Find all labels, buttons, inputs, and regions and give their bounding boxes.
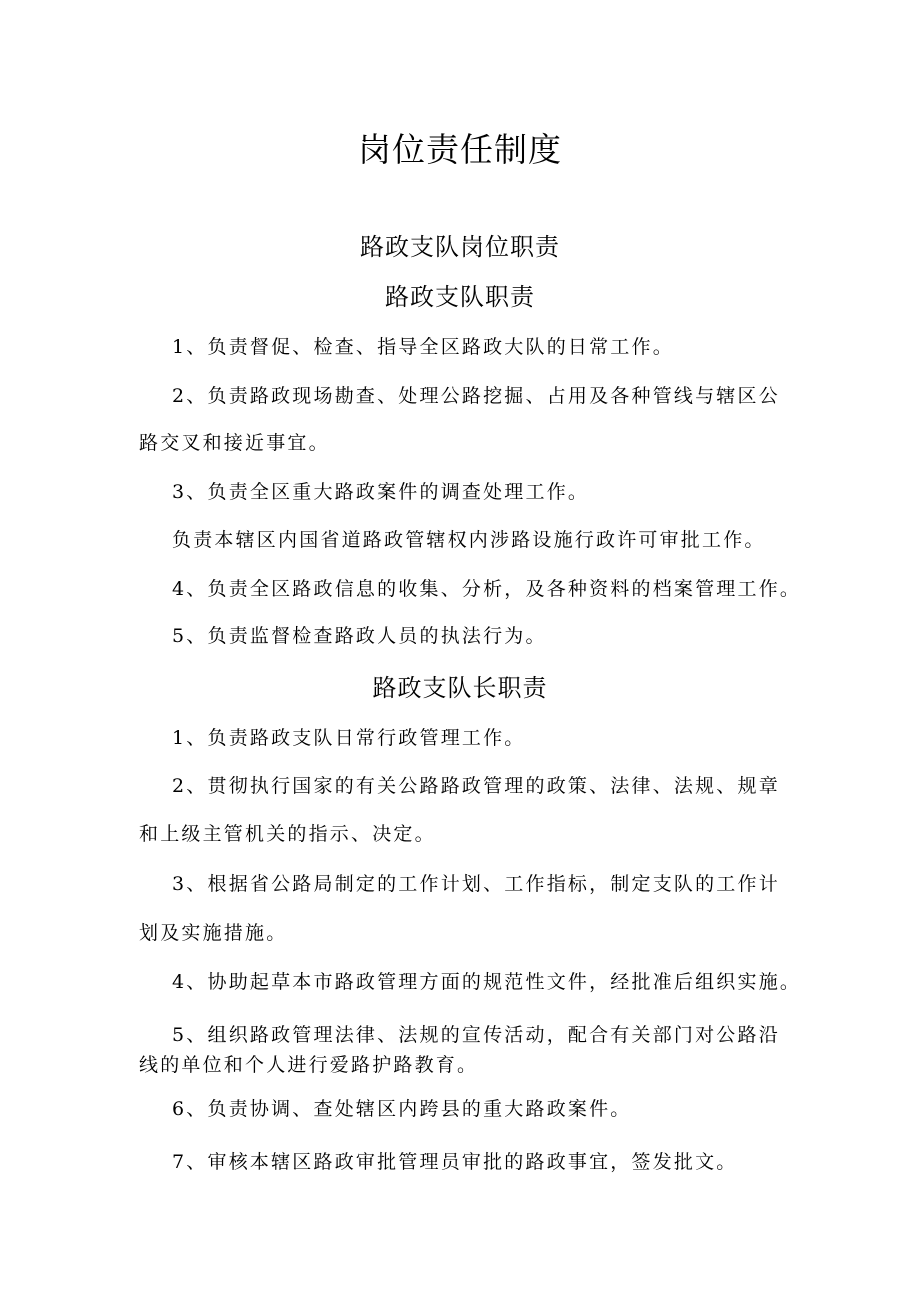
leader-duty-line: 2、贯彻执行国家的有关公路路政管理的政策、法律、法规、规章	[172, 775, 780, 797]
section-title: 路政支队岗位职责	[360, 233, 560, 261]
leader-duty-line: 7、审核本辖区路政审批管理员审批的路政事宜，签发批文。	[172, 1151, 738, 1173]
duty-line: 负责本辖区内国省道路政管辖权内涉路设施行政许可审批工作。	[172, 529, 766, 551]
leader-duty-line: 3、根据省公路局制定的工作计划、工作指标，制定支队的工作计	[172, 873, 780, 895]
document-title: 岗位责任制度	[358, 130, 562, 169]
subsection-heading-duties: 路政支队职责	[385, 283, 535, 311]
leader-duty-line: 1、负责路政支队日常行政管理工作。	[172, 727, 526, 749]
duty-line: 5、负责监督检查路政人员的执法行为。	[172, 625, 547, 647]
leader-duty-line: 4、协助起草本市路政管理方面的规范性文件，经批准后组织实施。	[172, 971, 802, 993]
leader-duty-line: 5、组织路政管理法律、法规的宣传活动，配合有关部门对公路沿	[172, 1024, 780, 1046]
duty-line: 4、负责全区路政信息的收集、分析，及各种资料的档案管理工作。	[172, 578, 802, 600]
leader-duty-line: 划及实施措施。	[139, 922, 288, 944]
leader-duty-line: 线的单位和个人进行爱路护路教育。	[139, 1054, 479, 1076]
leader-duty-line: 和上级主管机关的指示、决定。	[139, 823, 436, 845]
duty-line: 3、负责全区重大路政案件的调查处理工作。	[172, 481, 590, 503]
duty-line: 2、负责路政现场勘查、处理公路挖掘、占用及各种管线与辖区公	[172, 385, 780, 407]
subsection-heading-leader-duties: 路政支队长职责	[372, 674, 548, 702]
leader-duty-line: 6、负责协调、查处辖区内跨县的重大路政案件。	[172, 1098, 632, 1120]
duty-line: 1、负责督促、检查、指导全区路政大队的日常工作。	[172, 336, 674, 358]
duty-line: 路交叉和接近事宜。	[139, 432, 330, 454]
